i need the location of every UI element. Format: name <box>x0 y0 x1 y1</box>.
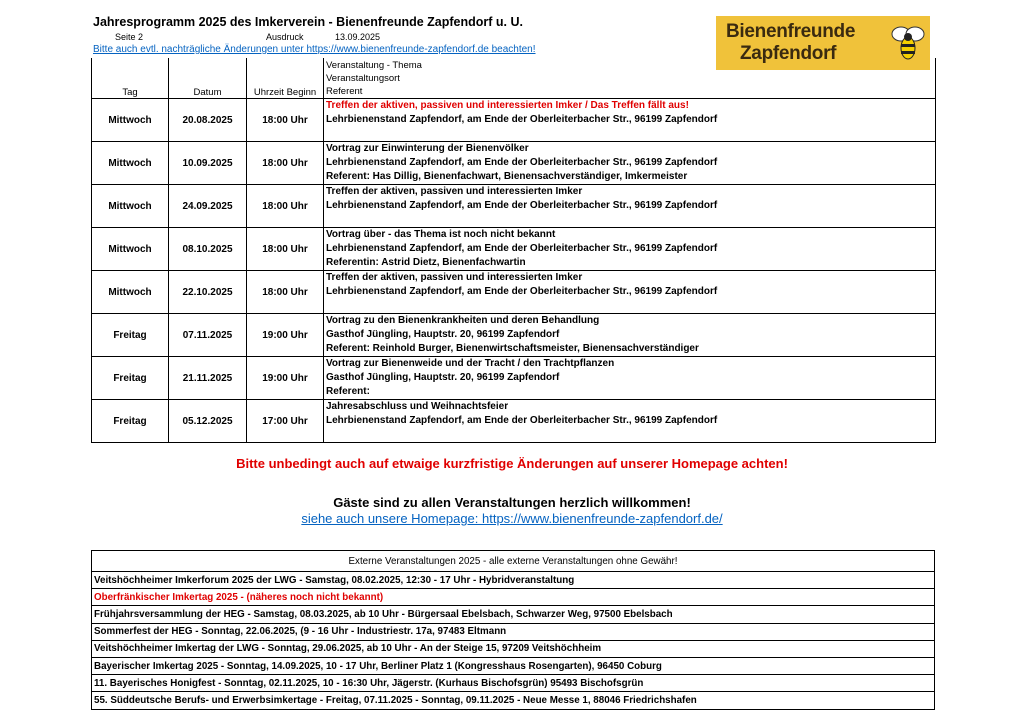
external-event-row <box>92 589 935 606</box>
event-time: 18:00 Uhr <box>247 185 324 228</box>
column-header-speaker: Referent <box>326 86 363 97</box>
event-venue: Lehrbienenstand Zapfendorf, am Ende der Oberleiterbacher Str., 96199 Zapfendorf <box>326 157 718 168</box>
column-header-date: Datum <box>169 58 247 99</box>
event-speaker: Referent: Reinhold Burger, Bienenwirtschaftsmeister, Bienensachverständiger <box>326 343 699 354</box>
event-topic: Treffen der aktiven, passiven und interessierten Imker <box>326 272 583 283</box>
page-number: Seite 2 <box>115 32 144 42</box>
event-topic: Treffen der aktiven, passiven und interessierten Imker <box>326 186 583 197</box>
event-day: Mittwoch <box>92 228 169 271</box>
program-row <box>92 314 936 357</box>
external-event: Frühjahrsversammlung der HEG - Samstag, 08.03.2025, ab 10 Uhr - Bürgersaal Ebelsbach, Schwarzer Weg, 97500 Ebelsbach <box>92 606 935 623</box>
event-topic: Vortrag zu den Bienenkrankheiten und deren Behandlung <box>326 315 600 326</box>
event-day: Mittwoch <box>92 142 169 185</box>
event-time: 18:00 Uhr <box>247 142 324 185</box>
event-date: 07.11.2025 <box>169 314 247 357</box>
external-event: 11. Bayerisches Honigfest - Sonntag, 02.11.2025, 10 - 16:30 Uhr, Jägerstr. (Kurhaus Bischofsgrün) 95493 Bischofsgrün <box>92 675 935 692</box>
program-row <box>92 357 936 400</box>
program-row <box>92 185 936 228</box>
column-header-topic: Veranstaltung - Thema <box>326 60 422 71</box>
program-row <box>92 99 936 142</box>
event-venue: Lehrbienenstand Zapfendorf, am Ende der Oberleiterbacher Str., 96199 Zapfendorf <box>326 114 718 125</box>
program-header-row <box>92 58 936 99</box>
program-table <box>91 58 936 443</box>
event-time: 18:00 Uhr <box>247 99 324 142</box>
event-date: 24.09.2025 <box>169 185 247 228</box>
changes-notice: Bitte unbedingt auch auf etwaige kurzfristige Änderungen auf unserer Homepage achten! <box>236 456 788 471</box>
event-date: 22.10.2025 <box>169 271 247 314</box>
event-topic: Treffen der aktiven, passiven und interessierten Imker / Das Treffen fällt aus! <box>326 100 689 111</box>
event-day: Mittwoch <box>92 99 169 142</box>
event-description <box>324 357 936 400</box>
document-title: Jahresprogramm 2025 des Imkerverein - Bienenfreunde Zapfendorf u. U. <box>93 15 523 29</box>
event-topic: Jahresabschluss und Weihnachtsfeier <box>326 401 509 412</box>
column-header-event <box>324 58 936 99</box>
changes-note-link[interactable]: Bitte auch evtl. nachträgliche Änderungen unter https://www.bienenfreunde-zapfendorf.de beachten! <box>93 44 536 55</box>
external-event: Oberfränkischer Imkertag 2025 - (näheres noch nicht bekannt) <box>92 589 935 606</box>
event-venue: Lehrbienenstand Zapfendorf, am Ende der Oberleiterbacher Str., 96199 Zapfendorf <box>326 415 718 426</box>
event-date: 05.12.2025 <box>169 400 247 443</box>
external-event: Bayerischer Imkertag 2025 - Sonntag, 14.09.2025, 10 - 17 Uhr, Berliner Platz 1 (Kongresshaus Rosengarten), 96450 Coburg <box>92 657 935 674</box>
event-time: 19:00 Uhr <box>247 314 324 357</box>
event-description <box>324 271 936 314</box>
event-venue: Lehrbienenstand Zapfendorf, am Ende der Oberleiterbacher Str., 96199 Zapfendorf <box>326 243 718 254</box>
event-description <box>324 99 936 142</box>
event-time: 18:00 Uhr <box>247 228 324 271</box>
external-event-row <box>92 675 935 692</box>
external-events-table <box>91 550 935 710</box>
event-date: 20.08.2025 <box>169 99 247 142</box>
external-event: Veitshöchheimer Imkertag der LWG - Sonntag, 29.06.2025, ab 10 Uhr - An der Steige 15, 97209 Veitshöchheim <box>92 640 935 657</box>
event-venue: Gasthof Jüngling, Hauptstr. 20, 96199 Zapfendorf <box>326 372 560 383</box>
event-description <box>324 142 936 185</box>
event-speaker: Referent: <box>326 386 370 397</box>
event-description <box>324 185 936 228</box>
event-date: 21.11.2025 <box>169 357 247 400</box>
event-day: Freitag <box>92 314 169 357</box>
event-topic: Vortrag zur Einwinterung der Bienenvölker <box>326 143 529 154</box>
event-description <box>324 228 936 271</box>
external-event-row <box>92 606 935 623</box>
column-header-time: Uhrzeit Beginn <box>247 58 324 99</box>
homepage-link[interactable]: siehe auch unsere Homepage: https://www.bienenfreunde-zapfendorf.de/ <box>301 511 723 526</box>
external-event-row <box>92 640 935 657</box>
event-description <box>324 400 936 443</box>
welcome-text: Gäste sind zu allen Veranstaltungen herzlich willkommen! <box>333 495 691 510</box>
external-event: Veitshöchheimer Imkerforum 2025 der LWG - Samstag, 08.02.2025, 12:30 - 17 Uhr - Hybridveranstaltung <box>92 572 935 589</box>
external-event-row <box>92 657 935 674</box>
column-header-venue: Veranstaltungsort <box>326 73 400 84</box>
program-row <box>92 228 936 271</box>
event-date: 10.09.2025 <box>169 142 247 185</box>
program-row <box>92 271 936 314</box>
event-topic: Vortrag über - das Thema ist noch nicht bekannt <box>326 229 556 240</box>
external-event: 55. Süddeutsche Berufs- und Erwerbsimkertage - Freitag, 07.11.2025 - Sonntag, 09.11.2025 - Neue Messe 1, 88046 Friedrichshafen <box>92 692 935 709</box>
external-event-row <box>92 572 935 589</box>
event-speaker: Referent: Has Dillig, Bienenfachwart, Bienensachverständiger, Imkermeister <box>326 171 688 182</box>
event-venue: Lehrbienenstand Zapfendorf, am Ende der Oberleiterbacher Str., 96199 Zapfendorf <box>326 286 718 297</box>
event-time: 17:00 Uhr <box>247 400 324 443</box>
event-time: 18:00 Uhr <box>247 271 324 314</box>
program-row <box>92 400 936 443</box>
event-date: 08.10.2025 <box>169 228 247 271</box>
external-event: Sommerfest der HEG - Sonntag, 22.06.2025, (9 - 16 Uhr - Industriestr. 17a, 97483 Eltmann <box>92 623 935 640</box>
event-venue: Gasthof Jüngling, Hauptstr. 20, 96199 Zapfendorf <box>326 329 560 340</box>
event-day: Freitag <box>92 357 169 400</box>
external-event-row <box>92 623 935 640</box>
logo-line1: Bienenfreunde <box>726 21 856 42</box>
event-venue: Lehrbienenstand Zapfendorf, am Ende der Oberleiterbacher Str., 96199 Zapfendorf <box>326 200 718 211</box>
event-day: Mittwoch <box>92 271 169 314</box>
event-day: Freitag <box>92 400 169 443</box>
print-date: 13.09.2025 <box>335 32 381 42</box>
column-header-day: Tag <box>92 58 169 99</box>
homepage-line <box>0 511 1024 526</box>
print-label: Ausdruck <box>266 32 304 42</box>
external-event-row <box>92 692 935 709</box>
event-description <box>324 314 936 357</box>
event-topic: Vortrag zur Bienenweide und der Tracht / den Trachtpflanzen <box>326 358 615 369</box>
external-events-heading: Externe Veranstaltungen 2025 - alle externe Veranstaltungen ohne Gewähr! <box>92 551 935 572</box>
event-speaker: Referentin: Astrid Dietz, Bienenfachwartin <box>326 257 526 268</box>
event-time: 19:00 Uhr <box>247 357 324 400</box>
event-day: Mittwoch <box>92 185 169 228</box>
logo-line2: Zapfendorf <box>740 43 837 64</box>
program-row <box>92 142 936 185</box>
